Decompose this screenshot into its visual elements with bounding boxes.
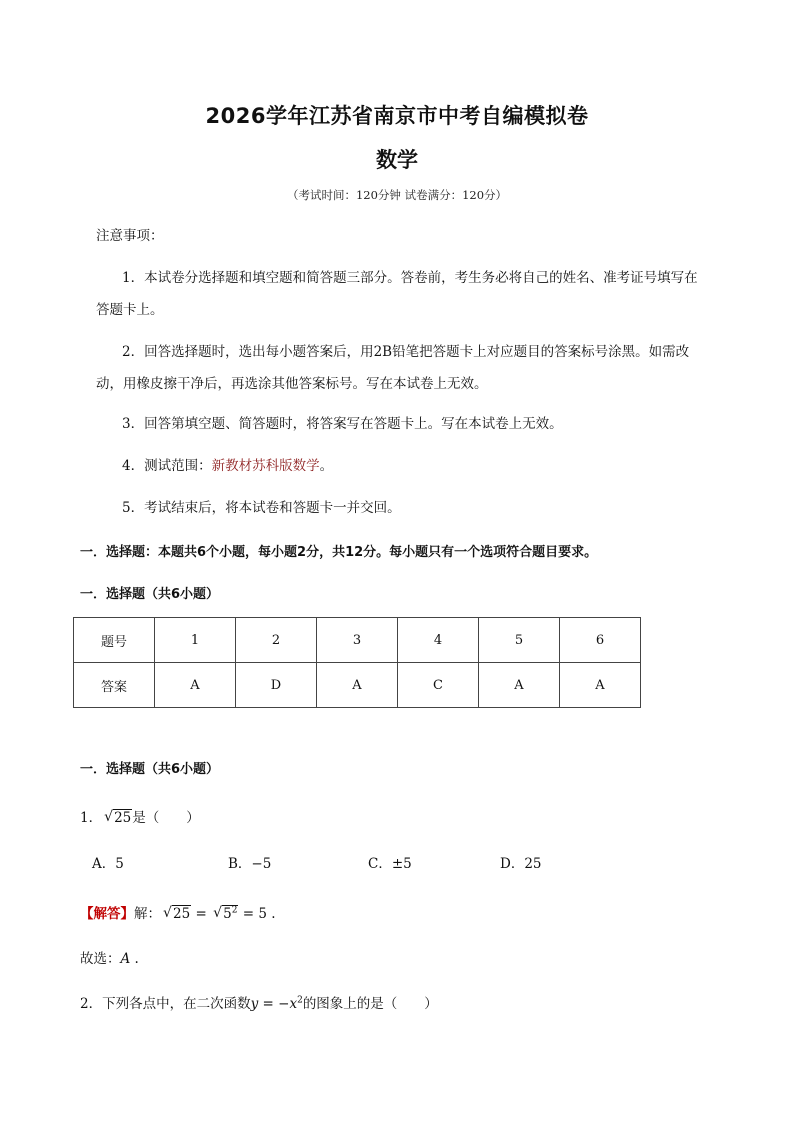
question-2-stem: 2．下列各点中，在二次函数$y = -x^2$的图象上的是（ ） — [80, 995, 438, 1012]
table-cell: A — [155, 663, 236, 708]
table-cell: 4 — [398, 618, 479, 663]
table-cell: A — [479, 663, 560, 708]
question-1-stem: 1． √ 25是（ ） — [80, 809, 200, 826]
table-cell: 3 — [317, 618, 398, 663]
sqrt-expression: √ 25 — [104, 809, 132, 826]
question-number: 2． — [80, 996, 103, 1012]
note-item-2 — [96, 336, 726, 400]
table-cell: 6 — [560, 618, 641, 663]
table-cell: D — [236, 663, 317, 708]
section-heading: 一．选择题：本题共6个小题，每小题2分，共12分。每小题只有一个选项符合题目要求。 — [80, 545, 598, 560]
option-a: A．5 — [92, 856, 124, 872]
table-cell: 1 — [155, 618, 236, 663]
table-cell: A — [317, 663, 398, 708]
note-item-5 — [96, 492, 726, 524]
section-subheading: 一．选择题（共6小题） — [80, 587, 220, 602]
note-item-3 — [96, 408, 726, 440]
question-number: 1． — [80, 810, 103, 826]
note-item-1 — [96, 262, 726, 326]
option-c: C．±5 — [368, 856, 412, 872]
note-suffix: 。 — [319, 458, 334, 474]
exam-info: （考试时间：120分钟 试卷满分：120分） — [286, 188, 508, 202]
answer-table — [73, 617, 641, 708]
note-line: 答题卡上。 — [96, 302, 164, 318]
question-1-solution: 【解答】解： √ 25 = √ $5^2 = 5$ . — [80, 904, 276, 922]
solution-tag: 【解答】 — [80, 906, 134, 922]
table-cell: 2 — [236, 618, 317, 663]
test-scope-highlight: 新教材苏科版数学 — [211, 458, 320, 474]
table-cell: C — [398, 663, 479, 708]
table-row — [74, 663, 641, 708]
section-subheading-2: 一．选择题（共6小题） — [80, 762, 220, 777]
paper-title: 2026学年江苏省南京市中考自编模拟卷 — [205, 104, 589, 128]
note-line: 3．回答第填空题、简答题时，将答案写在答题卡上。写在本试卷上无效。 — [122, 416, 563, 432]
note-item-4 — [96, 450, 726, 482]
note-line: 1．本试卷分选择题和填空题和简答题三部分。答卷前，考生务必将自己的姓名、准考证号填写在 — [122, 270, 698, 286]
option-b: B．−5 — [228, 856, 272, 872]
table-cell: A — [560, 663, 641, 708]
question-1-answer: 故选：A . — [80, 951, 139, 967]
table-header-cell: 题号 — [74, 618, 155, 663]
sqrt-expression: √ $5^2$ — [213, 904, 238, 922]
paper-subject: 数学 — [376, 148, 418, 172]
note-line: 2．回答选择题时，选出每小题答案后，用2B铅笔把答题卡上对应题目的答案标号涂黑。如需改 — [122, 344, 690, 360]
sqrt-expression: √ 25 — [163, 905, 191, 922]
table-cell: 5 — [479, 618, 560, 663]
note-line: 5．考试结束后，将本试卷和答题卡一并交回。 — [122, 500, 401, 516]
notes-heading: 注意事项： — [96, 228, 164, 244]
table-row — [74, 618, 641, 663]
option-d: D．25 — [500, 856, 542, 872]
note-prefix: 4．测试范围： — [122, 458, 212, 474]
table-header-cell: 答案 — [74, 663, 155, 708]
note-line: 动，用橡皮擦干净后，再选涂其他答案标号。写在本试卷上无效。 — [96, 376, 488, 392]
